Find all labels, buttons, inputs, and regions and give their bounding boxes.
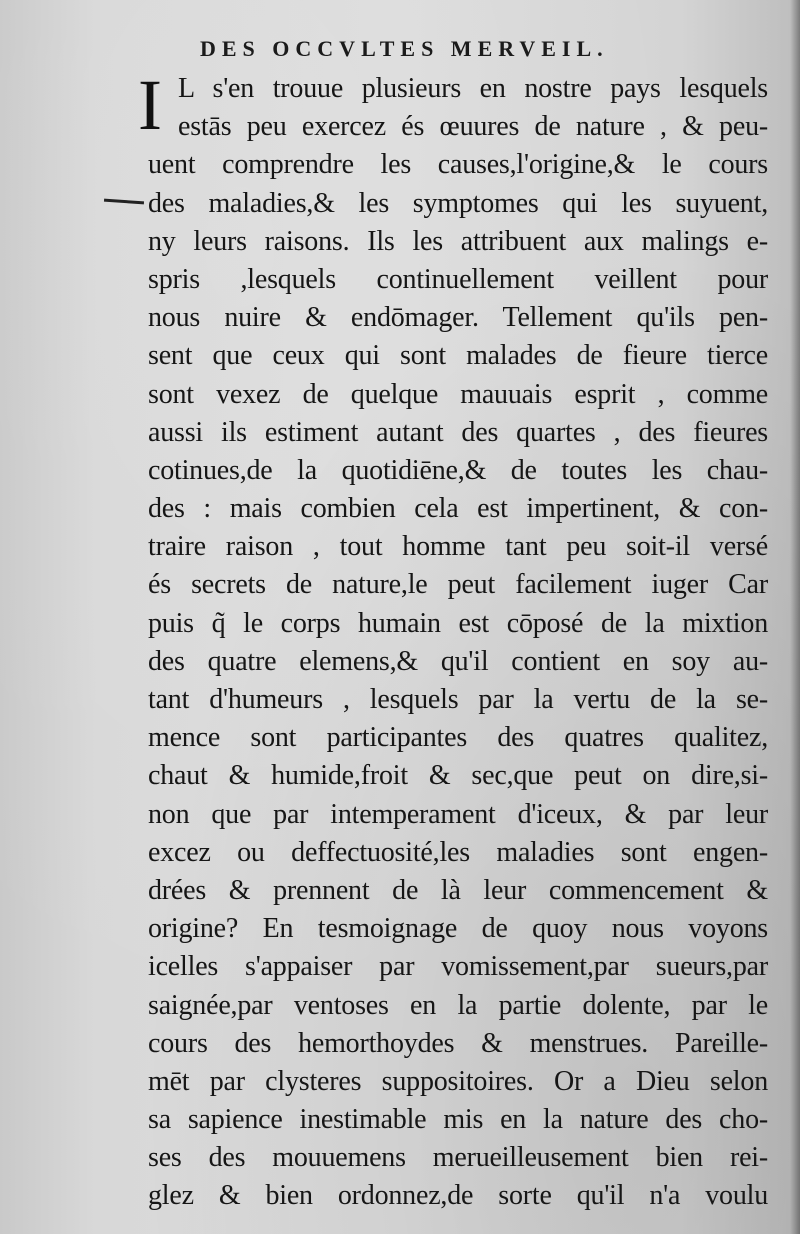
text-line: sa sapience inestimable mis en la nature des cho- — [148, 1104, 768, 1136]
text-line: spris ,lesquels continuellement veillent pour — [148, 263, 768, 295]
text-line: saignée,par ventoses en la partie dolente, par le — [148, 989, 768, 1021]
text-line: ny leurs raisons. Ils les attribuent aux malings e- — [148, 225, 768, 257]
text-line: glez & bien ordonnez,de sorte qu'il n'a voulu — [148, 1180, 768, 1212]
text-line: cotinues,de la quotidiēne,& de toutes les chau- — [148, 454, 768, 486]
text-line: mence sont participantes des quatres qualitez, — [148, 722, 768, 754]
text-line: chaut & humide,froit & sec,que peut on dire,si- — [148, 760, 768, 792]
text-line: traire raison , tout homme tant peu soit-il versé — [148, 531, 768, 563]
text-line: sont vexez de quelque mauuais esprit , comme — [148, 378, 768, 410]
text-line: estās peu exercez és œuures de nature , & peu- — [178, 111, 768, 143]
running-head: DES OCCVLTES MERVEIL. — [200, 36, 609, 61]
text-line: aussi ils estiment autant des quartes , des fieures — [148, 416, 768, 448]
text-line: icelles s'appaiser par vomissement,par sueurs,par — [148, 951, 768, 983]
text-line: cours des hemorthoydes & menstrues. Pareille- — [148, 1027, 768, 1059]
text-line: des quatre elemens,& qu'il contient en soy au- — [148, 645, 768, 677]
text-line: L s'en trouue plusieurs en nostre pays lesquels — [178, 73, 768, 104]
text-line: des maladies,& les symptomes qui les suyuent, — [148, 187, 768, 219]
text-line: excez ou deffectuosité,les maladies sont engen- — [148, 836, 768, 868]
margin-dash-mark — [104, 199, 144, 205]
text-body — [138, 65, 768, 1216]
text-line: des : mais combien cela est impertinent, & con- — [148, 493, 768, 525]
text-line: nous nuire & endōmager. Tellement qu'ils pen- — [148, 302, 768, 334]
text-line: ses des mouuemens merueilleusement bien rei- — [148, 1142, 768, 1174]
text-line: drées & prennent de là leur commencement & — [148, 874, 768, 906]
text-line: tant d'humeurs , lesquels par la vertu de la se- — [148, 684, 768, 715]
text-line: sent que ceux qui sont malades de fieure tierce — [148, 340, 768, 372]
text-line: uent comprendre les causes,l'origine,& le cours — [148, 149, 768, 181]
text-line: és secrets de nature,le peut facilement iuger Car — [148, 569, 768, 601]
text-line: puis q̃ le corps humain est cōposé de la mixtion — [148, 607, 768, 639]
text-line: origine? En tesmoignage de quoy nous voyons — [148, 913, 768, 945]
text-line: non que par intemperament d'iceux, & par leur — [148, 798, 768, 830]
text-line: mēt par clysteres suppositoires. Or a Dieu selon — [148, 1065, 768, 1097]
drop-cap: I — [138, 65, 162, 145]
